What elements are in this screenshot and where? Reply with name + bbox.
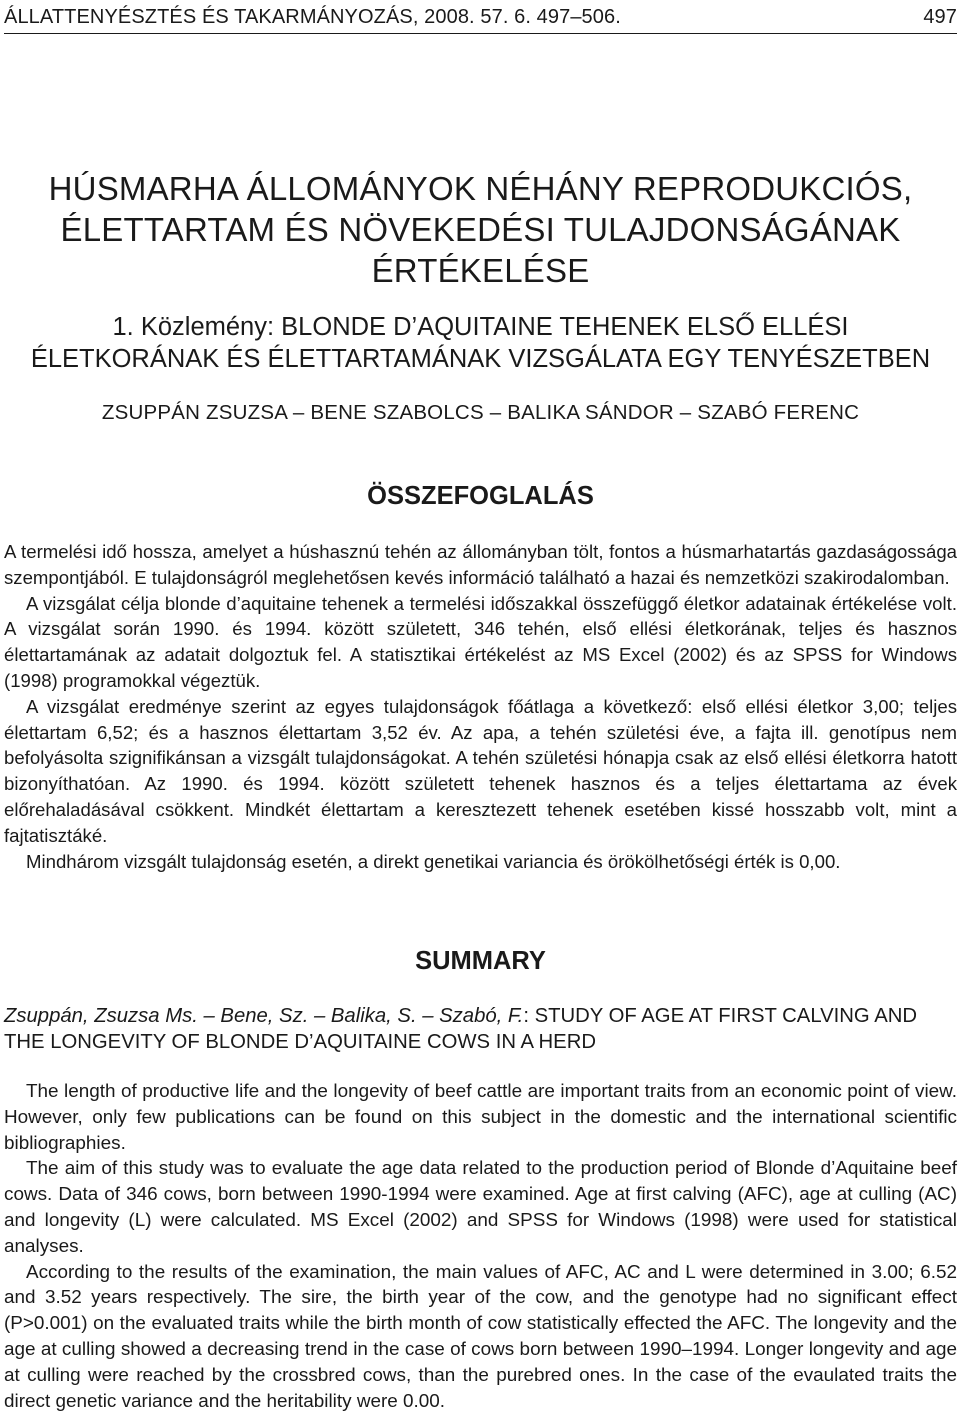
title-line-3: ÉRTÉKELÉSE <box>371 252 590 289</box>
abstract-paragraph: A vizsgálat célja blonde d’aquitaine tehenek a termelési időszakkal összefüggő életkor adatainak értékelése volt. A vizsgálat során 1990. és 1994. között született, 346 tehén, első ellési életkorának, teljes és hasznos élettartamának az adatait dolgoztuk fel. A statisztikai értékelést az MS Excel (2002) és az SPSS for Windows (1998) programokkal végeztük. <box>4 592 957 691</box>
summary-paragraph: According to the results of the examination, the main values of AFC, AC and L were determined in 3.00; 6.52 and 3.52 years respectively. The sire, the birth year of the cow, and the genotype had no significant effect (P>0.001) on the evaluated traits while the birth month of cow statistically effected the AFC. The longevity and the age at culling showed a decreasing trend in the case of cows born between 1990–1994. Longer longevity and age at culling were reached by the crossbred cows, than the purebred ones. In the case of the evaulated traits the direct genetic variance and the heritability were 0.00. <box>4 1261 957 1412</box>
title-line-1: HÚSMARHA ÁLLOMÁNYOK NÉHÁNY REPRODUKCIÓS, <box>48 170 913 207</box>
summary-heading: SUMMARY <box>415 947 546 975</box>
english-summary <box>4 1079 957 1414</box>
summary-title <box>4 1003 957 1055</box>
abstract-paragraph: Mindhárom vizsgált tulajdonság esetén, a direkt genetikai variancia és örökölhetőségi érték is 0,00. <box>26 850 841 872</box>
abstract-paragraph: A termelési idő hossza, amelyet a húshasznú tehén az állományban tölt, fontos a húsmarhatartás gazdaságossága szempontjából. E tulajdonságról meglehetősen kevés információ található a hazai és nemzetközi szakirodalomban. <box>4 541 957 588</box>
article-subtitle <box>4 311 957 375</box>
summary-authors: Zsuppán, Zsuzsa Ms. – Bene, Sz. – Balika, S. – Szabó, F. <box>4 1005 524 1027</box>
subtitle-line-2: ÉLETKORÁNAK ÉS ÉLETTARTAMÁNAK VIZSGÁLATA EGY TENYÉSZETBEN <box>30 345 931 373</box>
summary-paragraph: The aim of this study was to evaluate the age data related to the production period of Blonde d’Aquitaine beef cows. Data of 346 cows, born between 1990-1994 were examined. Age at first calving (AFC), age at culling (AC) and longevity (L) were calculated. MS Excel (2002) and SPSS for Windows (1998) were used for statistical analyses. <box>4 1158 957 1257</box>
author-list: ZSUPPÁN ZSUZSA – BENE SZABOLCS – BALIKA SÁNDOR – SZABÓ FERENC <box>101 401 860 424</box>
article-title <box>4 168 957 291</box>
abstract-paragraph: A vizsgálat eredménye szerint az egyes tulajdonságok főátlaga a következő: első ellési életkor 3,00; teljes élettartam 6,52; és a hasznos élettartam 3,52 év. Az apa, a tehén születési éve, a fajta ill. genotípus nem befolyásolta szignifikánsan a vizsgált tulajdonságokat. A tehén születési hónapja csak az első ellési életkorra hatott bizonyíthatóan. Az 1990. és 1994. között született tehenek hasznos és a teljes élettartama az évek előrehaladásával csökkent. Mindkét élettartam a keresztezett tehenek esetében kissé hosszabb volt, mint a fajtatisztáké. <box>4 695 957 846</box>
summary-title-text: : STUDY OF AGE AT FIRST CALVING AND THE LONGEVITY OF BLONDE D’AQUITAINE COWS IN A HERD <box>4 1005 918 1053</box>
subtitle-line-1: 1. Közlemény: BLONDE D’AQUITAINE TEHENEK ELSŐ ELLÉSI <box>112 313 849 341</box>
hungarian-abstract-heading: ÖSSZEFOGLALÁS <box>367 482 594 510</box>
hungarian-abstract <box>4 539 957 874</box>
running-head <box>4 6 957 30</box>
page-number: 497 <box>923 6 957 28</box>
summary-paragraph: The length of productive life and the longevity of beef cattle are important traits from an economic point of view. However, only few publications can be found on this subject in the domestic and the international scientific bibliographies. <box>4 1081 957 1154</box>
title-line-2: ÉLETTARTAM ÉS NÖVEKEDÉSI TULAJDONSÁGÁNAK <box>60 211 901 248</box>
journal-citation: ÁLLATTENYÉSZTÉS ÉS TAKARMÁNYOZÁS, 2008. 57. 6. 497–506. <box>4 6 621 28</box>
header-rule <box>4 33 957 34</box>
